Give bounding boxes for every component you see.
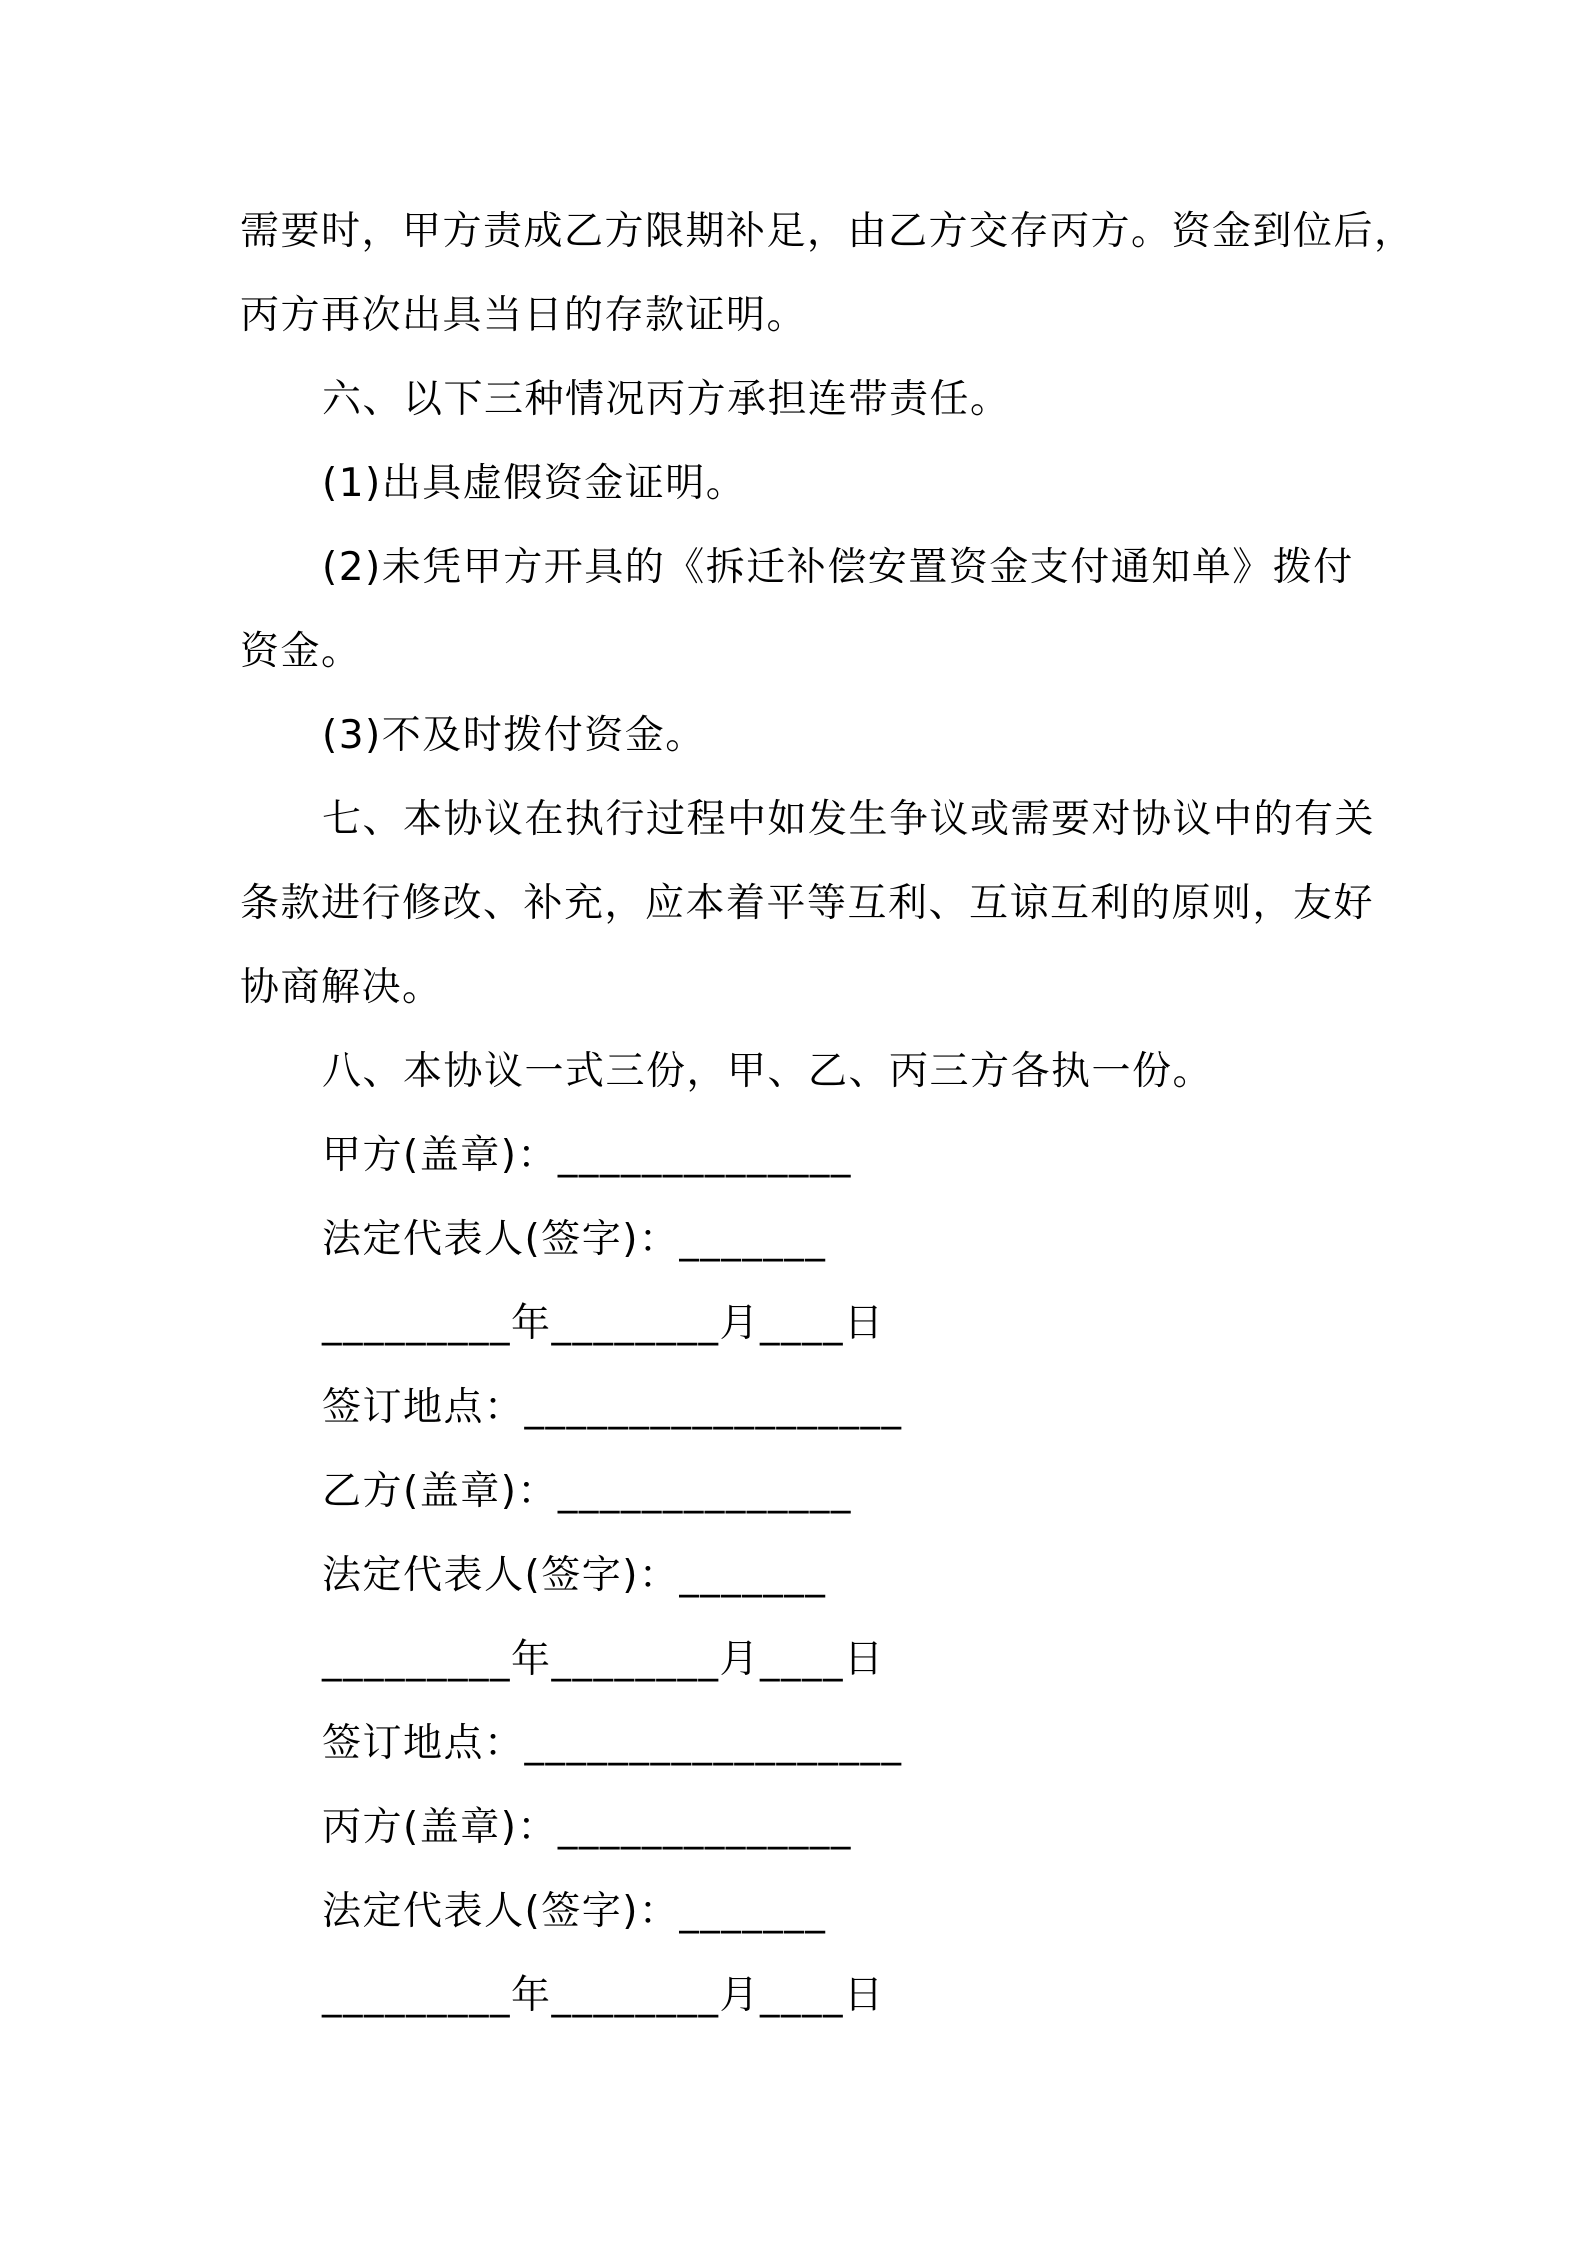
text-line: 资金。 — [240, 629, 362, 674]
document-body — [240, 190, 1415, 2038]
clause-seven: 七、本协议在执行过程中如发生争议或需要对协议中的有关 — [322, 797, 1376, 842]
clause-six-item-2: (2)未凭甲方开具的《拆迁补偿安置资金支付通知单》拨付 — [322, 545, 1354, 590]
text-line: 需要时，甲方责成乙方限期补足，由乙方交存丙方。资金到位后， — [240, 209, 1415, 254]
clause-six-item-3: (3)不及时拨付资金。 — [322, 713, 706, 758]
clause-eight: 八、本协议一式三份，甲、乙、丙三方各执一份。 — [322, 1049, 1214, 1094]
party-c-date-field: _________年________月____日 — [322, 1973, 885, 2018]
text-line: 丙方再次出具当日的存款证明。 — [240, 293, 808, 338]
party-b-representative-field: 法定代表人(签字)：_______ — [322, 1553, 827, 1598]
party-b-location-field: 签订地点：__________________ — [322, 1721, 903, 1766]
clause-six-item-1: (1)出具虚假资金证明。 — [322, 461, 747, 506]
clause-six-heading: 六、以下三种情况丙方承担连带责任。 — [322, 377, 1011, 422]
party-a-representative-field: 法定代表人(签字)：_______ — [322, 1217, 827, 1262]
party-c-representative-field: 法定代表人(签字)：_______ — [322, 1889, 827, 1934]
party-a-date-field: _________年________月____日 — [322, 1301, 885, 1346]
party-a-location-field: 签订地点：__________________ — [322, 1385, 903, 1430]
text-line: 协商解决。 — [240, 965, 443, 1010]
party-b-date-field: _________年________月____日 — [322, 1637, 885, 1682]
text-line: 条款进行修改、补充，应本着平等互利、互谅互利的原则，友好 — [240, 881, 1375, 926]
party-a-seal-field: 甲方(盖章)：______________ — [322, 1133, 852, 1178]
party-b-seal-field: 乙方(盖章)：______________ — [322, 1469, 852, 1514]
party-c-seal-field: 丙方(盖章)：______________ — [322, 1805, 852, 1850]
